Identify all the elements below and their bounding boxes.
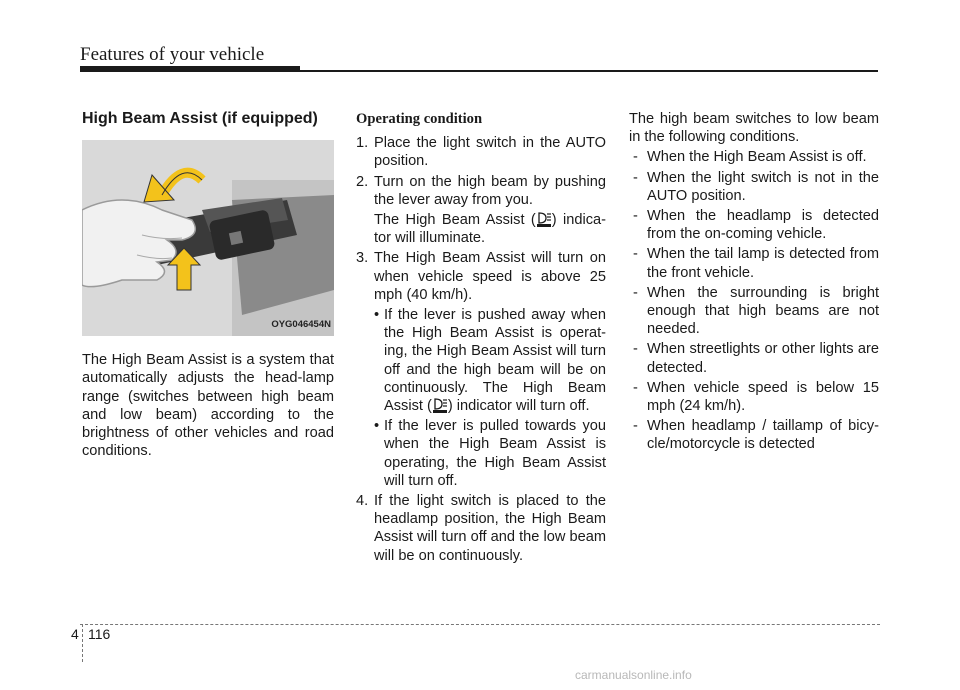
item-text: Place the light switch in the AUTO position. (374, 135, 606, 170)
item-number: 4. (356, 493, 369, 510)
condition-item (633, 284, 879, 339)
item-text: The High Beam Assist will turn on when vehicle speed is above 25 mph (40 km/h). (374, 250, 606, 303)
condition-item (633, 169, 879, 205)
subheading: Operating condition (356, 111, 483, 127)
list-item (356, 492, 606, 565)
bullet-item (374, 306, 606, 415)
condition-item (633, 340, 879, 376)
column-3 (629, 110, 879, 456)
watermark: carmanualsonline.info (575, 668, 692, 682)
column-1 (82, 110, 334, 460)
column-2 (356, 110, 606, 567)
footer-rule (80, 624, 880, 625)
section-title: High Beam Assist (if equipped) (82, 110, 318, 127)
item-text: Turn on the high beam by pushing the lever away from you. (374, 173, 606, 208)
page-header-title: Features of your vehicle (80, 44, 265, 65)
chapter-number: 4 (71, 626, 79, 642)
dash-icon: - (633, 284, 638, 301)
condition-text: When headlamp / taillamp of bicy-cle/motorcycle is detected (647, 418, 879, 453)
item-text: If the lever is pulled towards you when the High Beam Assist is operating, the High Beam Assist will turn off. (384, 418, 606, 489)
item-number: 1. (356, 135, 369, 152)
item-continuation (374, 211, 606, 247)
list-item (356, 173, 606, 209)
bullet-item (374, 417, 606, 490)
page-number: 116 (88, 626, 111, 642)
header-rule (300, 70, 878, 72)
dash-icon: - (633, 169, 638, 186)
condition-text: When the tail lamp is detected from the front vehicle. (647, 246, 879, 281)
bullet-icon: • (374, 307, 380, 324)
item-number: 2. (356, 173, 369, 190)
description-paragraph: The High Beam Assist is a system that automatically adjusts the head-lamp range (switches between high beam and low beam) according to the brightness of other vehicles and road conditions. (82, 352, 334, 460)
dash-icon: - (633, 149, 638, 166)
list-item (356, 249, 606, 304)
item-text: ) indica-tor will illuminate. (374, 212, 607, 247)
condition-text: When streetlights or other lights are detected. (647, 341, 879, 376)
dash-icon: - (633, 208, 638, 225)
dash-icon: - (633, 379, 638, 396)
condition-item (633, 417, 879, 453)
condition-item (633, 207, 879, 243)
item-text: If the lever is pushed away when the High Beam Assist is operat-ing, the High Beam Assist will turn off and the high beam will be on continuously. The High Beam Assist ( (384, 307, 606, 415)
item-text: ) indicator will turn off. (447, 398, 590, 415)
list-item (356, 134, 606, 170)
dash-icon: - (633, 341, 638, 358)
condition-item (633, 148, 879, 166)
condition-item (633, 379, 879, 415)
lever-illustration (82, 140, 334, 336)
condition-text: When the light switch is not in the AUTO position. (647, 169, 879, 204)
high-beam-assist-auto-icon (432, 397, 448, 413)
item-text: If the light switch is placed to the headlamp position, the High Beam Assist will turn off and the low beam will be on continuously. (374, 493, 606, 564)
condition-text: When vehicle speed is below 15 mph (24 km/h). (647, 379, 879, 415)
item-text: The High Beam Assist ( (374, 212, 536, 229)
high-beam-assist-auto-icon (536, 211, 552, 227)
conditions-intro: The high beam switches to low beam in the following conditions. (629, 111, 879, 146)
dash-icon: - (633, 418, 638, 435)
lever-hand-image (82, 140, 334, 336)
item-number: 3. (356, 250, 369, 267)
figure-code: OYG046454N (271, 319, 331, 330)
bullet-icon: • (374, 418, 380, 435)
condition-text: When the surrounding is bright enough that high beams are not needed. (647, 284, 879, 338)
condition-item (633, 245, 879, 281)
condition-text: When the High Beam Assist is off. (647, 149, 867, 166)
footer-divider (82, 624, 83, 662)
header-bar (80, 66, 300, 72)
condition-text: When the headlamp is detected from the on-coming vehicle. (647, 208, 879, 243)
dash-icon: - (633, 246, 638, 263)
